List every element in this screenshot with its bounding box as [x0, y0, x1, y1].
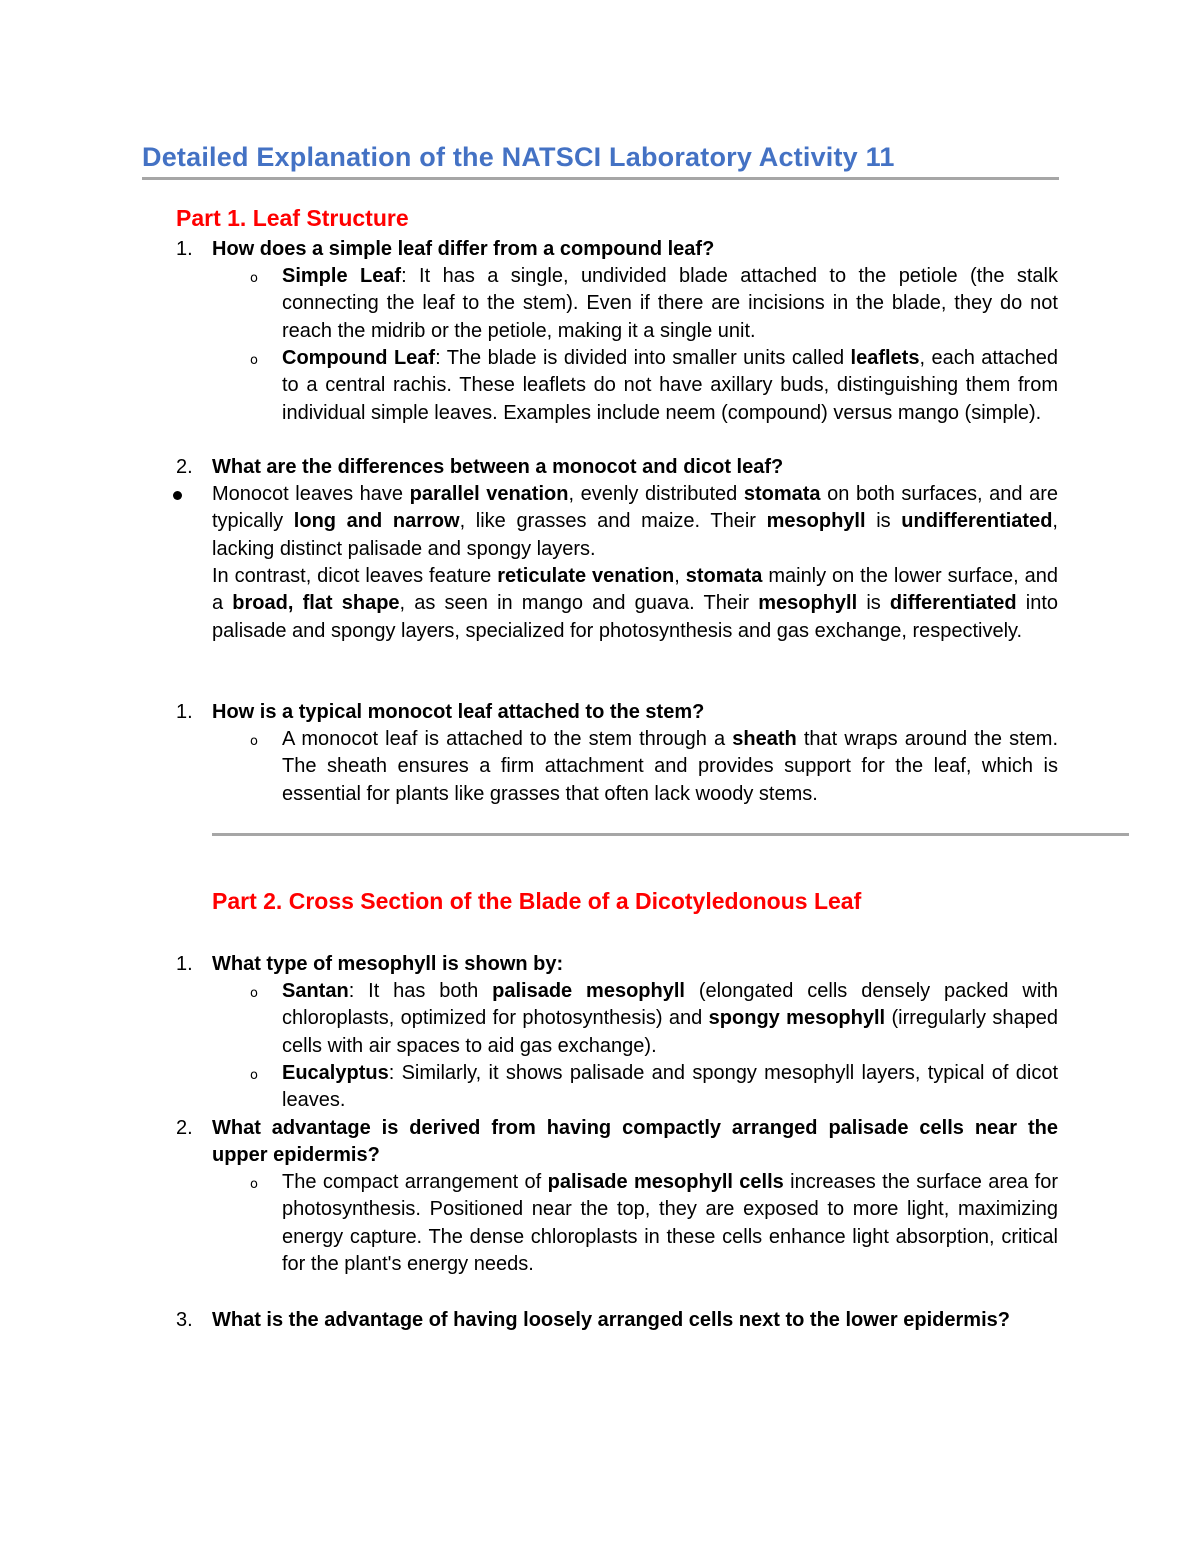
part1-q1-number: 1. [176, 238, 193, 260]
monocot-attachment-answer: A monocot leaf is attached to the stem through a sheath that wraps around the stem. The sheath ensures a firm attachment and provides support for the leaf, which is essential for plants like grasses that often lack woody stems. [282, 728, 1058, 805]
sub-bullet-icon: o [250, 986, 258, 1001]
part1-q1-question: How does a simple leaf differ from a compound leaf? [212, 238, 715, 260]
sub-bullet-icon: o [250, 1068, 258, 1083]
part2-q1-number: 1. [176, 953, 193, 975]
part2-q2-number: 2. [176, 1117, 193, 1139]
simple-leaf-text: : It has a single, undivided blade attached to the petiole (the stalk connecting the leaf to the stem). Even if there are incisions in the blade, they do not reach the midrib or the petiole, making it a single unit. [282, 265, 1059, 342]
compound-leaf-answer: Compound Leaf: The blade is divided into smaller units called leaflets, each attached to a central rachis. These leaflets do not have axillary buds, distinguishing them from individual simple leaves. Examples include neem (compound) versus mango (simple). [282, 347, 1058, 424]
part1-q3-question: How is a typical monocot leaf attached to the stem? [212, 701, 705, 723]
dicot-leaf-answer: In contrast, dicot leaves feature reticulate venation, stomata mainly on the lower surface, and a broad, flat shape, as seen in mango and guava. Their mesophyll is differentiated into palisade and spongy layers, specialized for photosynthesis and gas exchange, respectively. [212, 565, 1059, 642]
part2-q3-number: 3. [176, 1309, 193, 1331]
sub-bullet-icon: o [250, 1177, 258, 1192]
part2-q3-question: What is the advantage of having loosely arranged cells next to the lower epidermis? [212, 1309, 1010, 1331]
simple-leaf-answer [282, 263, 1058, 345]
eucalyptus-answer: Eucalyptus: Similarly, it shows palisade and spongy mesophyll layers, typical of dicot leaves. [282, 1062, 1058, 1112]
part1-heading: Part 1. Leaf Structure [176, 205, 409, 231]
santan-answer: Santan: It has both palisade mesophyll (elongated cells densely packed with chloroplasts, optimized for photosynthesis) and spongy mesophyll (irregularly shaped cells with air spaces to aid gas exchange). [282, 980, 1058, 1057]
section-divider [212, 833, 1129, 836]
part1-q2-number: 2. [176, 456, 193, 478]
part2-q1-question: What type of mesophyll is shown by: [212, 953, 564, 975]
sub-bullet-icon: o [250, 734, 258, 749]
monocot-leaf-answer: Monocot leaves have parallel venation, evenly distributed stomata on both surfaces, and are typically long and narrow, like grasses and maize. Their mesophyll is undifferentiated, lacking distinct palisade and spongy layers. [212, 483, 1058, 560]
palisade-advantage-answer: The compact arrangement of palisade mesophyll cells increases the surface area for photosynthesis. Positioned near the top, they are exposed to more light, maximizing energy capture. The dense chloroplasts in these cells enhance light absorption, critical for the plant's energy needs. [282, 1171, 1058, 1275]
sub-bullet-icon: o [250, 353, 258, 368]
part1-q2-question: What are the differences between a monocot and dicot leaf? [212, 456, 784, 478]
document-title: Detailed Explanation of the NATSCI Laboratory Activity 11 [142, 142, 895, 172]
part1-q3-number: 1. [176, 701, 193, 723]
bullet-dot-icon [173, 491, 182, 500]
simple-leaf-term: Simple Leaf [282, 265, 402, 287]
sub-bullet-icon: o [250, 271, 258, 286]
title-underline [142, 177, 1059, 180]
part2-heading: Part 2. Cross Section of the Blade of a Dicotyledonous Leaf [212, 888, 862, 914]
part2-q2-question: What advantage is derived from having compactly arranged palisade cells near the upper epidermis? [212, 1117, 1058, 1167]
compound-leaf-term: Compound Leaf [282, 347, 436, 369]
